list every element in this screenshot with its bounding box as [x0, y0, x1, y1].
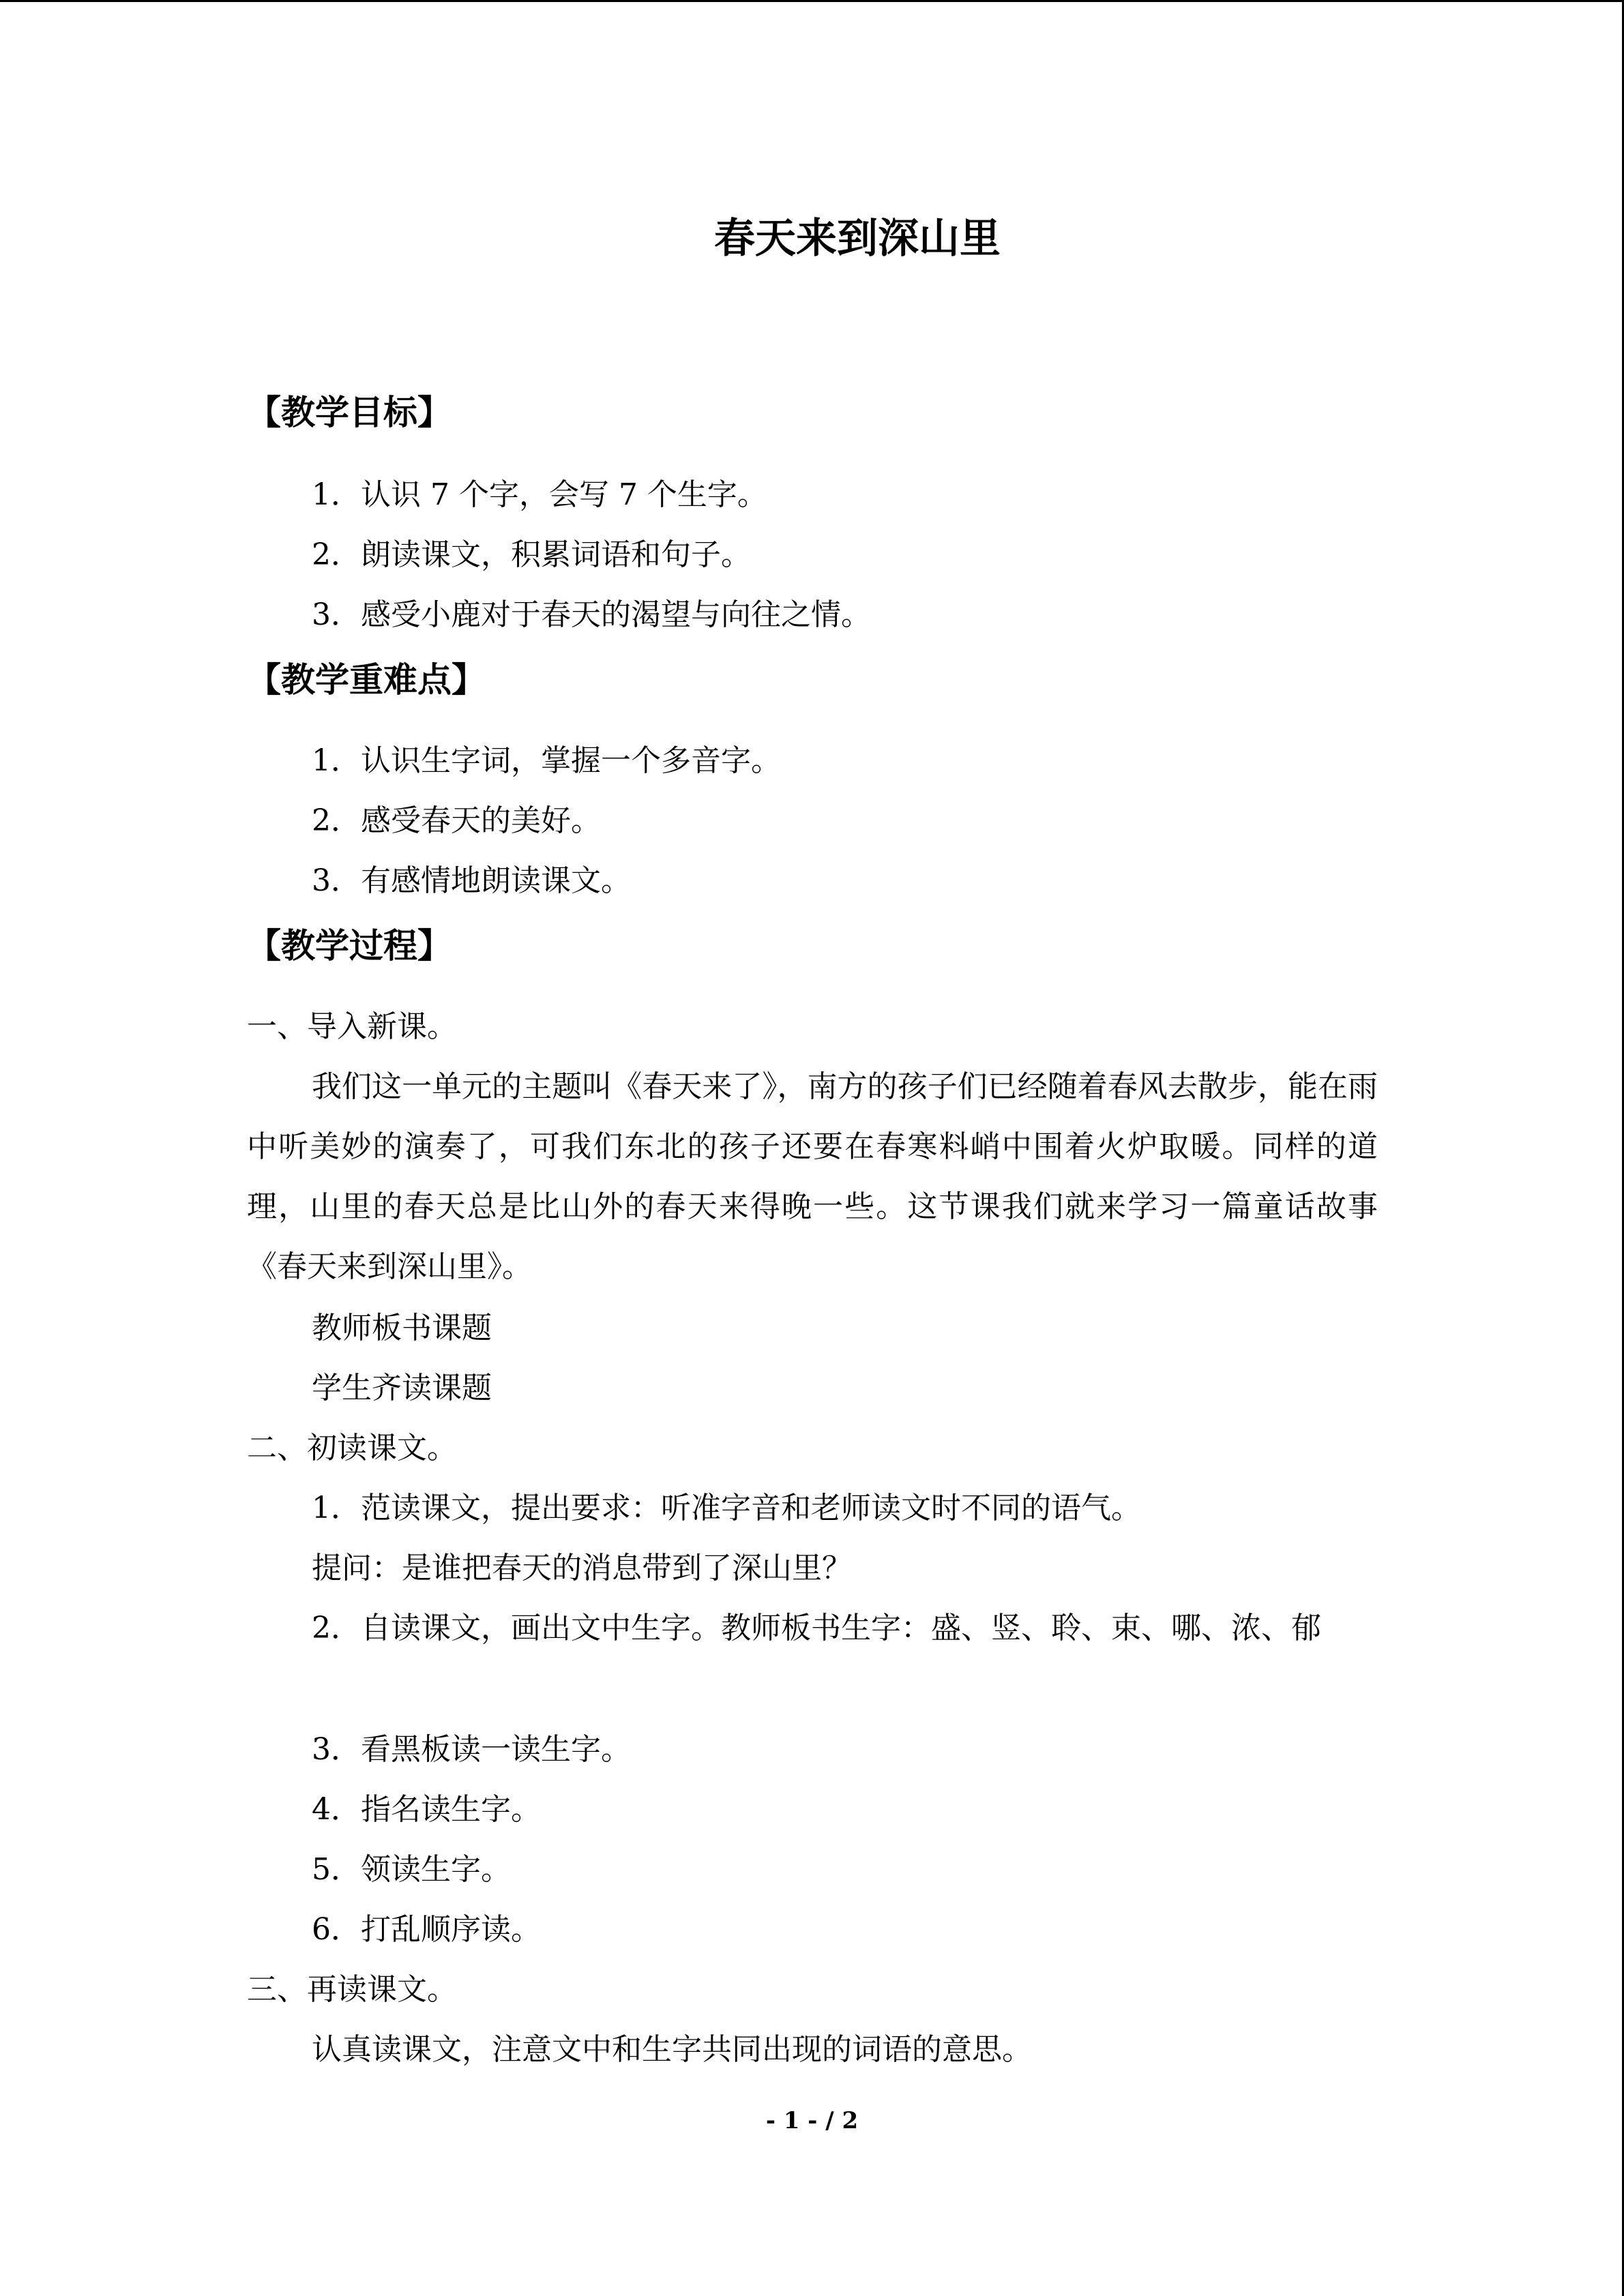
- body-line: 认真读课文，注意文中和生字共同出现的词语的意思。: [312, 2032, 1032, 2067]
- step-item: 6．打乱顺序读。: [312, 1912, 541, 1947]
- page-border-top: [0, 0, 1624, 2]
- step-item: 5．领读生字。: [312, 1852, 511, 1887]
- goal-item: 1．认识 7 个字，会写 7 个生字。: [312, 477, 767, 512]
- part-title: 一、导入新课。: [247, 1009, 457, 1044]
- heading-goals: 【教学目标】: [247, 393, 452, 432]
- goal-item: 2．朗读课文，积累词语和句子。: [312, 537, 751, 572]
- difficulty-item: 2．感受春天的美好。: [312, 803, 601, 838]
- heading-difficulties: 【教学重难点】: [247, 660, 486, 700]
- intro-paragraph: 我们这一单元的主题叫《春天来了》，南方的孩子们已经随着春风去散步，能在雨中听美妙的演奏了，可我们东北的孩子还要在春寒料峭中围着火炉取暖。同样的道理，山里的春天总是比山外的春天来得晚一些。这节课我们就来学习一篇童话故事《春天来到深山里》。: [247, 1069, 1378, 1284]
- page-number: - 1 - / 2: [765, 2107, 859, 2134]
- board-note: 教师板书课题: [312, 1311, 492, 1345]
- part-title: 二、初读课文。: [247, 1431, 457, 1465]
- document-title: 春天来到深山里: [714, 215, 1001, 263]
- step-item: 4．指名读生字。: [312, 1792, 541, 1827]
- heading-process: 【教学过程】: [247, 926, 452, 966]
- step-item: 2．自读课文，画出文中生字。教师板书生字：盛、竖、聆、束、哪、浓、郁: [312, 1611, 1321, 1645]
- step-item: 3．看黑板读一读生字。: [312, 1732, 631, 1767]
- step-item: 1．范读课文，提出要求：听准字音和老师读文时不同的语气。: [312, 1491, 1141, 1525]
- board-note: 学生齐读课题: [312, 1371, 492, 1405]
- difficulty-item: 3．有感情地朗读课文。: [312, 863, 631, 898]
- difficulty-item: 1．认识生字词，掌握一个多音字。: [312, 743, 781, 778]
- part-title: 三、再读课文。: [247, 1972, 457, 2007]
- question-line: 提问：是谁把春天的消息带到了深山里？: [312, 1551, 852, 1585]
- goal-item: 3．感受小鹿对于春天的渴望与向往之情。: [312, 597, 871, 632]
